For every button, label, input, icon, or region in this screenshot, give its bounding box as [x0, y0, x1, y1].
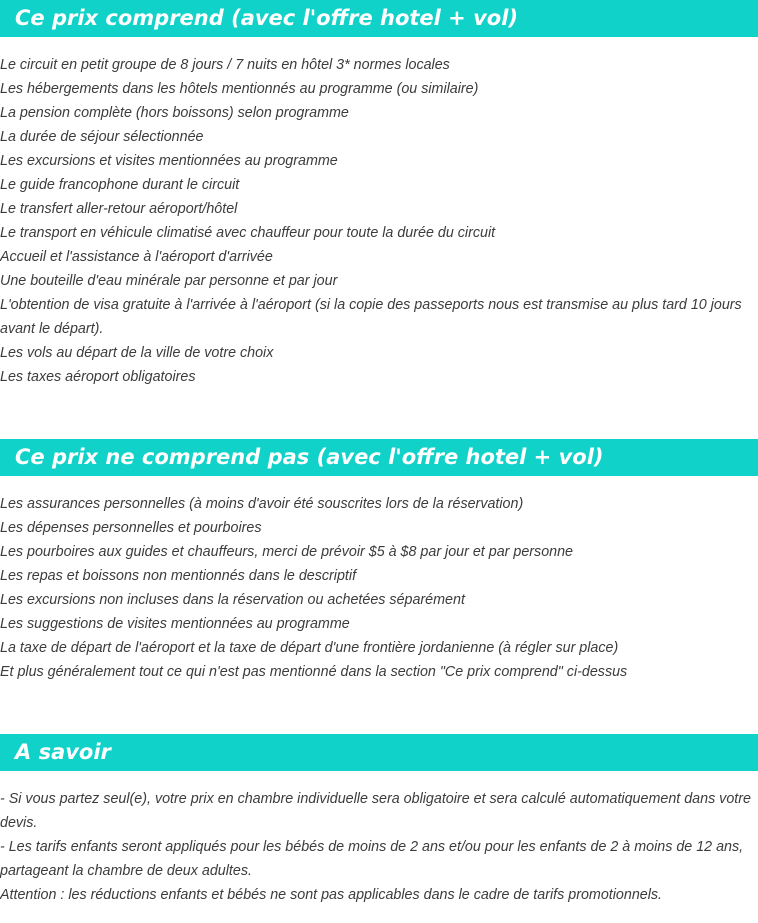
list-item: - Les tarifs enfants seront appliqués pour les bébés de moins de 2 ans et/ou pour les enfants de 2 à moins de 12 ans, partageant la chambre de deux adultes. — [0, 839, 744, 879]
list-item: Les suggestions de visites mentionnées au programme — [0, 616, 350, 632]
list-item: Les assurances personnelles (à moins d'avoir été souscrites lors de la réservation) — [0, 496, 524, 512]
list-item: - Si vous partez seul(e), votre prix en chambre individuelle sera obligatoire et sera calculé automatiquement dans votre devis. — [0, 791, 751, 831]
list-item: Les vols au départ de la ville de votre choix — [0, 345, 274, 361]
section-title-not-included: Ce prix ne comprend pas (avec l'offre hotel + vol) — [0, 439, 758, 476]
list-item: Les pourboires aux guides et chauffeurs, merci de prévoir $5 à $8 par jour et par personne — [0, 544, 574, 560]
included-list — [0, 53, 752, 389]
list-item: Une bouteille d'eau minérale par personne et par jour — [0, 273, 338, 289]
list-item: Attention : les réductions enfants et bébés ne sont pas applicables dans le cadre de tarifs promotionnels. — [0, 887, 663, 903]
list-item: Le circuit en petit groupe de 8 jours / 7 nuits en hôtel 3* normes locales — [0, 57, 450, 73]
list-item: Les taxes aéroport obligatoires — [0, 369, 196, 385]
section-title-included: Ce prix comprend (avec l'offre hotel + vol) — [0, 0, 758, 37]
list-item: La pension complète (hors boissons) selon programme — [0, 105, 349, 121]
list-item: Les hébergements dans les hôtels mentionnés au programme (ou similaire) — [0, 81, 479, 97]
list-item: Et plus généralement tout ce qui n'est pas mentionné dans la section "Ce prix comprend" ci-dessus — [0, 664, 628, 680]
list-item: Les dépenses personnelles et pourboires — [0, 520, 262, 536]
list-item: Accueil et l'assistance à l'aéroport d'arrivée — [0, 249, 273, 265]
not-included-list — [0, 492, 752, 684]
list-item: La taxe de départ de l'aéroport et la taxe de départ d'une frontière jordanienne (à régler sur place) — [0, 640, 619, 656]
list-item: L'obtention de visa gratuite à l'arrivée à l'aéroport (si la copie des passeports nous est transmise au plus tard 10 jours avant le départ). — [0, 297, 742, 337]
list-item: Le transfert aller-retour aéroport/hôtel — [0, 201, 238, 217]
section-title-good-to-know: A savoir — [0, 734, 758, 771]
list-item: Le guide francophone durant le circuit — [0, 177, 240, 193]
list-item: Les excursions et visites mentionnées au programme — [0, 153, 338, 169]
list-item: Les repas et boissons non mentionnés dans le descriptif — [0, 568, 357, 584]
list-item: Le transport en véhicule climatisé avec chauffeur pour toute la durée du circuit — [0, 225, 496, 241]
list-item: La durée de séjour sélectionnée — [0, 129, 204, 145]
good-to-know-list — [0, 787, 752, 907]
list-item: Les excursions non incluses dans la réservation ou achetées séparément — [0, 592, 465, 608]
